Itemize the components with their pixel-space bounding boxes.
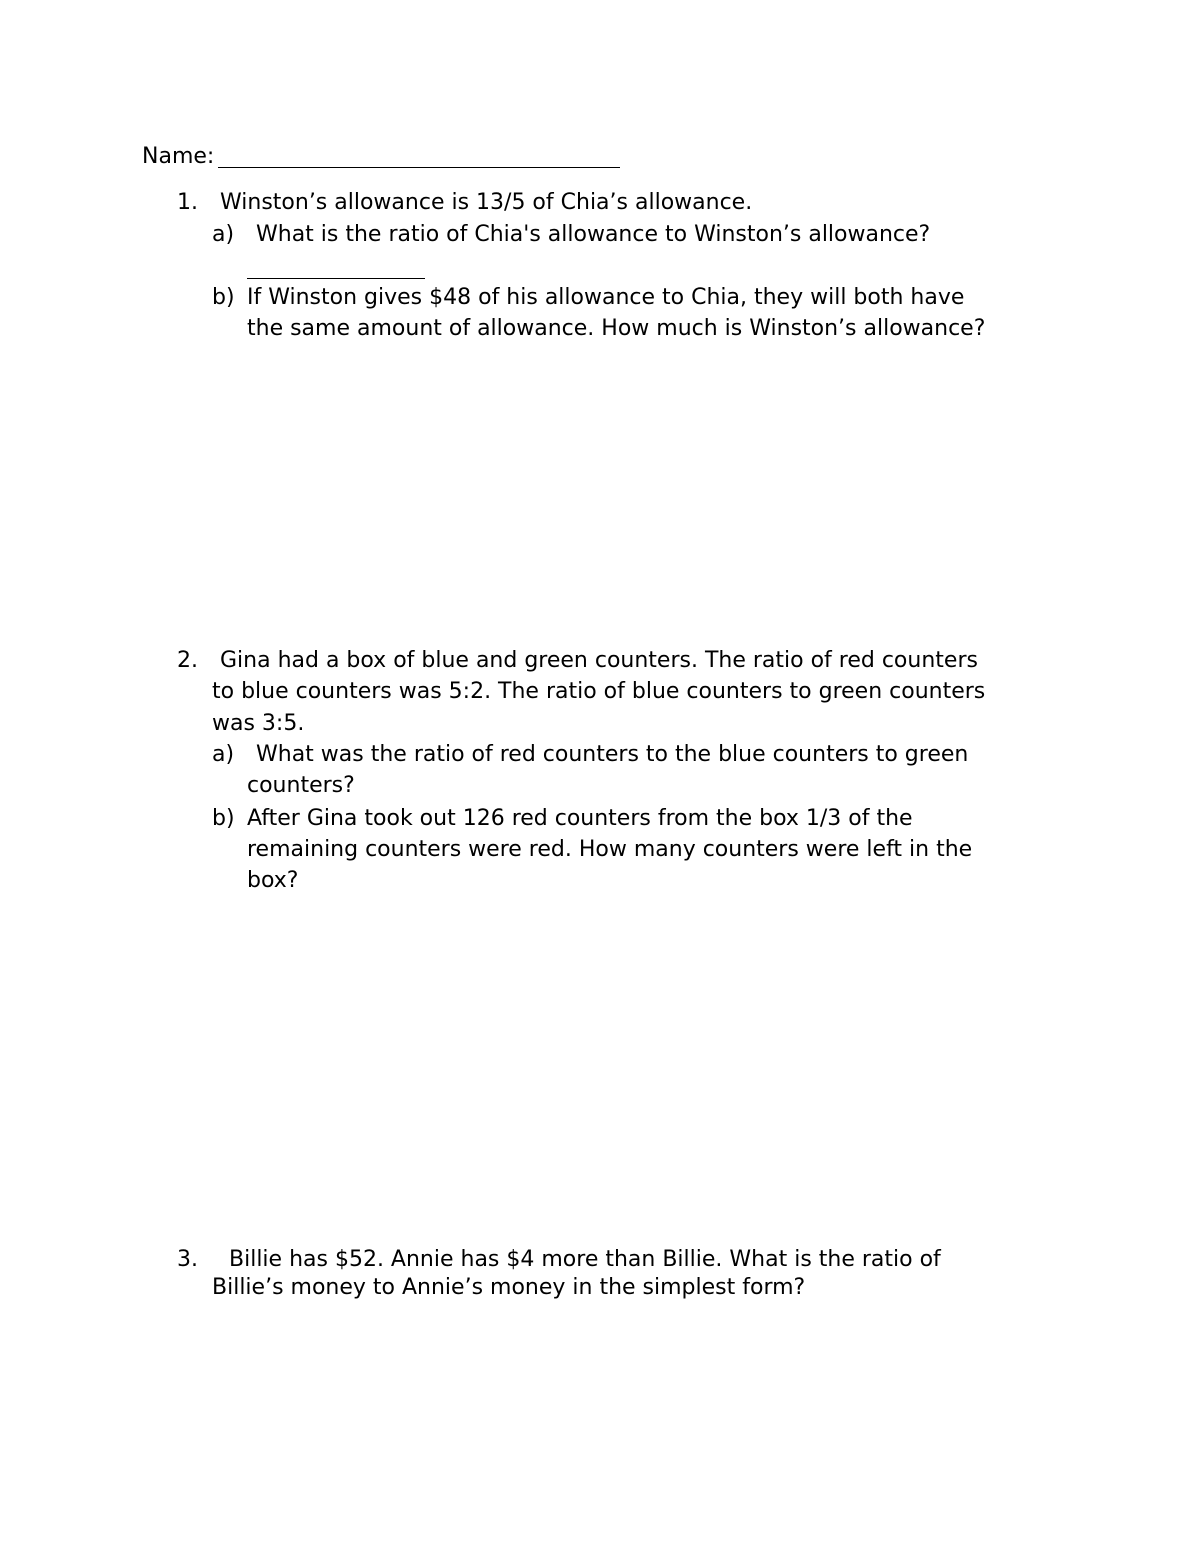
question-1a-label: a) bbox=[212, 222, 235, 247]
question-2-number: 2. bbox=[177, 648, 198, 673]
answer-1a-blank[interactable] bbox=[247, 278, 425, 279]
question-1a-text: What is the ratio of Chia's allowance to Winston’s allowance? bbox=[256, 222, 931, 247]
question-2b-label: b) bbox=[212, 806, 235, 831]
question-2b-text-line-3: box? bbox=[247, 868, 299, 893]
name-blank[interactable] bbox=[218, 167, 620, 168]
question-2-text-line-2: to blue counters was 5:2. The ratio of blue counters to green counters bbox=[212, 679, 986, 704]
question-2a-text-line-1: What was the ratio of red counters to the blue counters to green bbox=[256, 742, 969, 767]
question-1b-text-line-2: the same amount of allowance. How much is Winston’s allowance? bbox=[247, 316, 986, 341]
question-2b-text-line-2: remaining counters were red. How many counters were left in the bbox=[247, 837, 973, 862]
question-2b-text-line-1: After Gina took out 126 red counters from the box 1/3 of the bbox=[247, 806, 913, 831]
question-1-text: Winston’s allowance is 13/5 of Chia’s allowance. bbox=[220, 190, 753, 215]
question-2a-text-line-2: counters? bbox=[247, 773, 355, 798]
question-2-text-line-3: was 3:5. bbox=[212, 711, 305, 736]
question-3-text-line-1: Billie has $52. Annie has $4 more than Billie. What is the ratio of bbox=[229, 1247, 941, 1272]
name-label: Name: bbox=[142, 144, 215, 169]
question-2a-label: a) bbox=[212, 742, 235, 767]
question-1b-text-line-1: If Winston gives $48 of his allowance to Chia, they will both have bbox=[247, 285, 965, 310]
question-2-text-line-1: Gina had a box of blue and green counters. The ratio of red counters bbox=[220, 648, 978, 673]
question-3-number: 3. bbox=[177, 1247, 198, 1272]
question-3-text-line-2: Billie’s money to Annie’s money in the simplest form? bbox=[212, 1275, 806, 1300]
question-1-number: 1. bbox=[177, 190, 198, 215]
question-1b-label: b) bbox=[212, 285, 235, 310]
